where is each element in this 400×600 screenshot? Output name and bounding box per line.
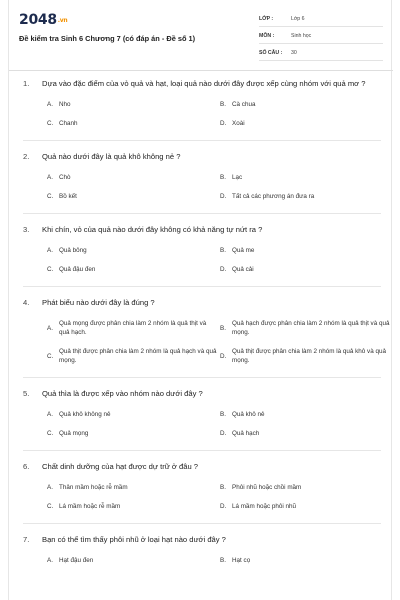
option-letter: C. [47,120,54,127]
option-letter: B. [220,557,226,564]
document-meta [259,14,383,65]
option-text: Quả đậu đen [59,266,96,273]
answer-option-c[interactable] [47,347,217,365]
option-letter: A. [47,484,53,491]
question-7 [9,534,393,565]
logo-text: 2048 [19,12,57,28]
option-text: Quả thịt được phân chia làm 2 nhóm là quả hạch và quả mọng. [59,348,217,364]
answer-option-c[interactable] [47,429,217,438]
question-header [23,224,381,236]
meta-row-question-count [259,48,383,61]
option-letter: D. [220,193,227,200]
answer-options [47,173,381,201]
option-text: Quả khô không nẻ [59,411,111,418]
question-number: 2. [23,152,30,161]
answer-option-a[interactable] [47,410,217,419]
option-text: Bồ kết [59,193,77,200]
question-text: Khi chín, vỏ của quả nào dưới đây không có khả năng tự nứt ra ? [42,225,263,234]
meta-label: MÔN : [259,33,275,39]
option-letter: B. [220,484,226,491]
answer-option-b[interactable] [220,556,390,565]
option-text: Quả mọng được phân chia làm 2 nhóm là quả thịt và quả hạch. [59,320,207,336]
answer-option-d[interactable] [220,119,390,128]
option-letter: B. [220,411,226,418]
answer-option-a[interactable] [47,319,217,337]
option-text: Hạt cọ [232,557,251,564]
option-text: Quả hạch [232,430,260,437]
meta-label: SỐ CÂU : [259,50,283,56]
meta-value: Sinh học [291,33,312,39]
option-letter: C. [47,193,54,200]
question-divider [23,213,381,214]
answer-option-b[interactable] [220,100,390,109]
meta-row-class [259,14,383,27]
question-6 [9,461,393,524]
answer-options [47,483,381,511]
option-letter: B. [220,247,226,254]
option-letter: D. [220,120,227,127]
question-1 [9,78,393,141]
answer-option-a[interactable] [47,556,217,565]
option-text: Lá mầm hoặc phôi nhũ [232,503,297,510]
question-divider [23,286,381,287]
answer-option-c[interactable] [47,119,217,128]
option-letter: A. [47,557,53,564]
answer-options [47,319,390,365]
answer-option-d[interactable] [220,502,390,511]
document-header [19,10,383,62]
option-letter: D. [220,352,227,360]
question-divider [23,377,381,378]
logo-suffix: .vn [57,17,68,24]
option-text: Quả hạch được phân chia làm 2 nhóm là quả thịt và quả mọng. [232,320,390,336]
answer-option-a[interactable] [47,173,217,182]
question-number: 4. [23,298,30,307]
option-letter: D. [220,430,227,437]
option-letter: C. [47,266,54,273]
question-text: Chất dinh dưỡng của hạt được dự trữ ở đâu ? [42,462,199,471]
question-text: Quả thìa là được xếp vào nhóm nào dưới đây ? [42,389,203,398]
question-header [23,78,381,90]
option-text: Quả mọng [59,430,89,437]
option-letter: C. [47,352,54,360]
answer-option-d[interactable] [220,429,390,438]
answer-option-a[interactable] [47,483,217,492]
header-divider [9,70,393,71]
question-header [23,151,381,163]
question-divider [23,523,381,524]
option-text: Quả me [232,247,255,254]
question-number: 3. [23,225,30,234]
option-letter: B. [220,324,226,332]
option-text: Quả thịt được phân chia làm 2 nhóm là quả khô và quả mọng. [232,348,386,364]
option-text: Thân mầm hoặc rễ mầm [59,484,128,491]
option-letter: C. [47,430,54,437]
question-header [23,461,381,473]
question-header [23,534,381,546]
question-list [9,78,393,565]
meta-value: Lớp 6 [291,16,305,22]
option-text: Quả cải [232,266,254,273]
answer-option-d[interactable] [220,192,390,201]
site-logo[interactable] [19,12,67,28]
option-text: Nho [59,101,71,108]
answer-option-d[interactable] [220,347,390,365]
option-text: Quả bông [59,247,87,254]
option-text: Xoài [232,120,245,127]
option-letter: A. [47,174,53,181]
option-letter: C. [47,503,54,510]
answer-options [47,100,381,128]
option-text: Chò [59,174,71,181]
option-text: Hạt đậu đen [59,557,94,564]
option-text: Quả khô nẻ [232,411,265,418]
option-text: Chanh [59,120,78,127]
option-text: Tất cả các phương án đưa ra [232,193,315,200]
option-letter: B. [220,174,226,181]
answer-options [47,246,381,274]
meta-label: LỚP : [259,16,274,22]
question-5 [9,388,393,451]
option-letter: A. [47,324,53,332]
option-letter: A. [47,101,53,108]
answer-option-a[interactable] [47,100,217,109]
answer-option-c[interactable] [47,192,217,201]
question-number: 1. [23,79,30,88]
answer-options [47,556,381,565]
option-text: Lá mầm hoặc rễ mầm [59,503,121,510]
answer-option-c[interactable] [47,265,217,274]
question-text: Phát biểu nào dưới đây là đúng ? [42,298,155,307]
question-number: 6. [23,462,30,471]
option-letter: A. [47,247,53,254]
option-letter: B. [220,101,226,108]
option-letter: A. [47,411,53,418]
answer-options [47,410,381,438]
option-letter: D. [220,266,227,273]
question-header [23,297,381,309]
answer-option-b[interactable] [220,483,390,492]
question-divider [23,450,381,451]
question-number: 5. [23,389,30,398]
question-text: Bạn có thể tìm thấy phôi nhũ ở loại hạt nào dưới đây ? [42,535,226,544]
document-title: Đề kiểm tra Sinh 6 Chương 7 (có đáp án - Đề số 1) [19,34,196,43]
answer-option-b[interactable] [220,410,390,419]
question-3 [9,224,393,287]
question-divider [23,140,381,141]
option-letter: D. [220,503,227,510]
question-2 [9,151,393,214]
option-text: Cà chua [232,101,256,108]
meta-row-subject [259,31,383,44]
question-text: Quả nào dưới đây là quả khô không nẻ ? [42,152,181,161]
answer-option-b[interactable] [220,173,390,182]
worksheet-page [8,0,392,600]
answer-option-a[interactable] [47,246,217,255]
answer-option-b[interactable] [220,246,390,255]
answer-option-b[interactable] [220,319,390,337]
option-text: Lạc [232,174,243,181]
answer-option-d[interactable] [220,265,390,274]
answer-option-c[interactable] [47,502,217,511]
meta-value: 30 [291,50,297,56]
question-number: 7. [23,535,30,544]
option-text: Phôi nhũ hoặc chồi mầm [232,484,302,491]
question-4 [9,297,393,378]
question-header [23,388,381,400]
question-text: Dựa vào đặc điểm của vỏ quả và hạt, loại quả nào dưới đây được xếp cùng nhóm với quả mơ ? [42,79,366,88]
